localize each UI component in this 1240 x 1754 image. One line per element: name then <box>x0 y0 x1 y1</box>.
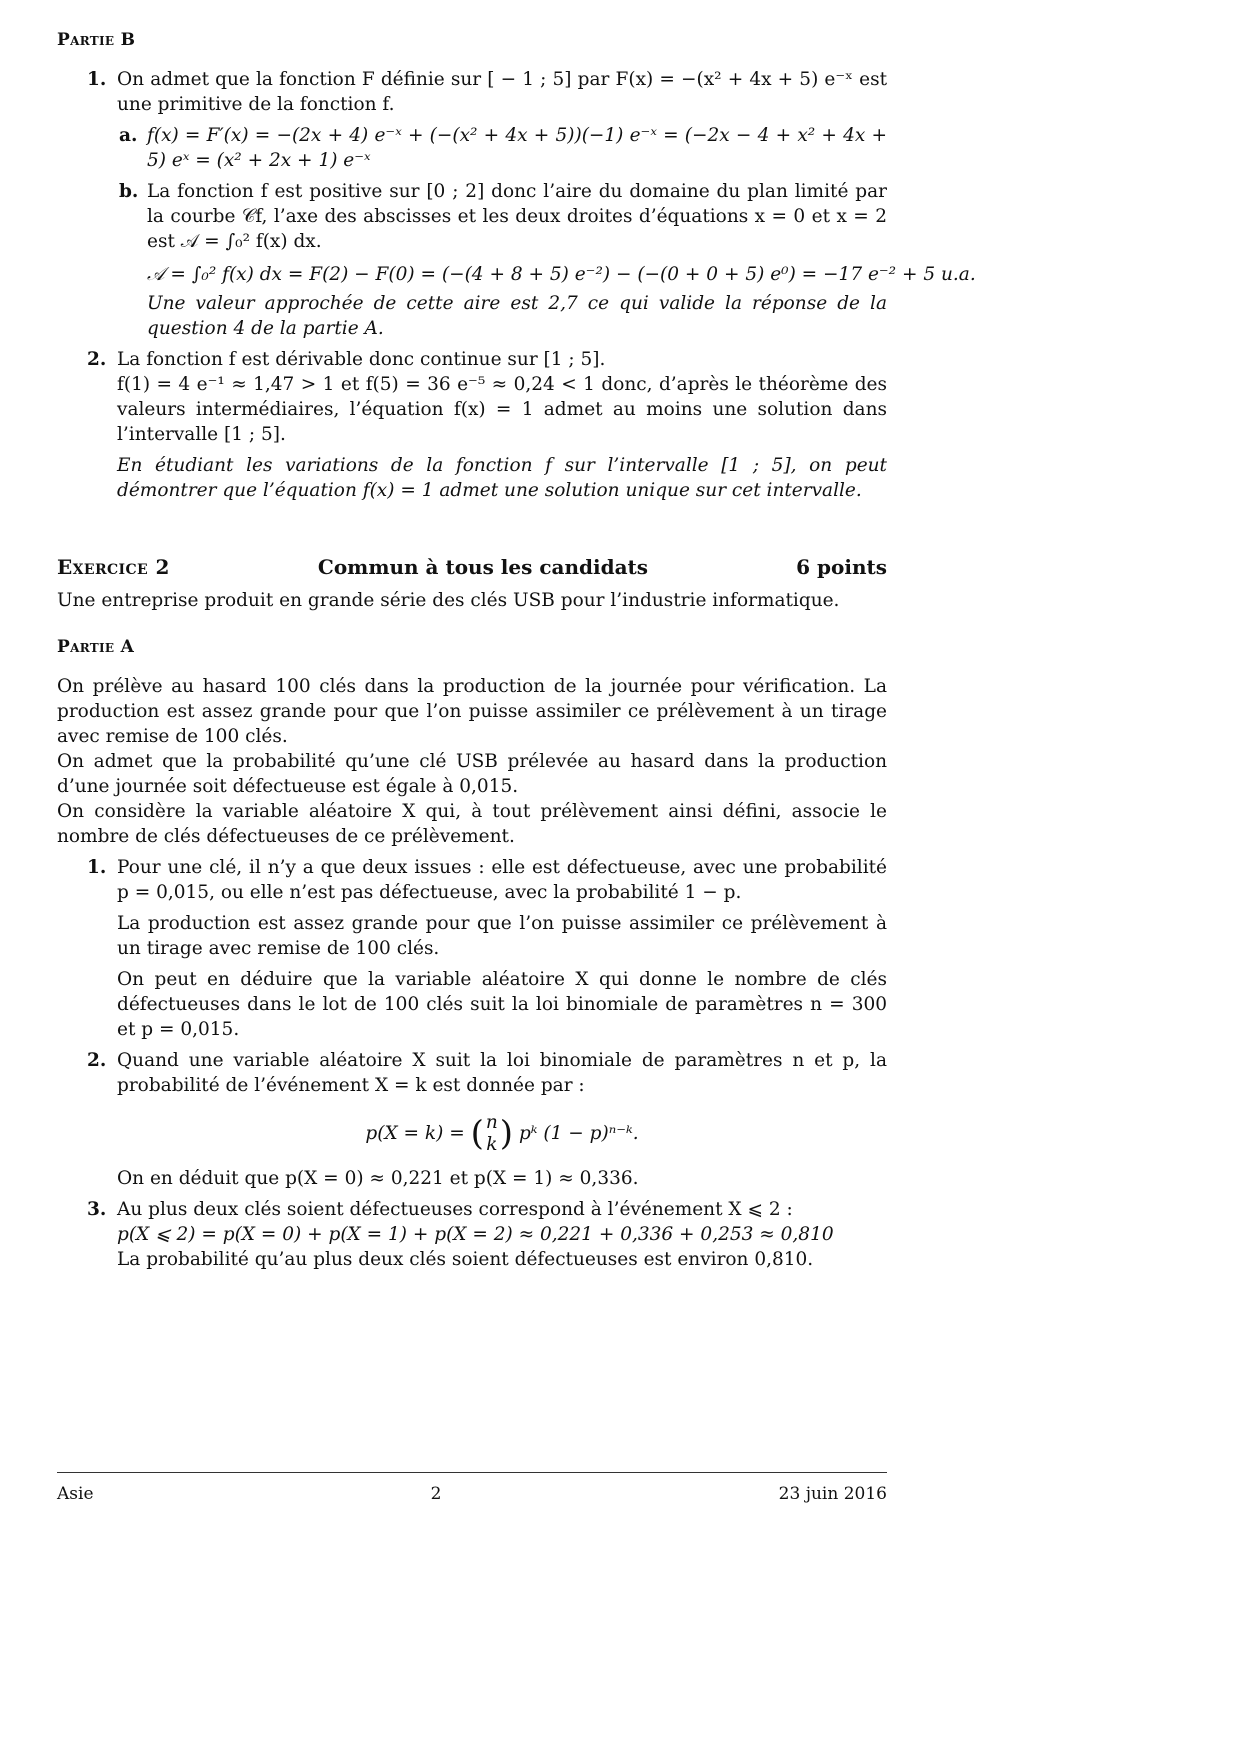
partie-a-question-2 <box>57 1048 887 1191</box>
exercise-title: Exercice 2 <box>57 555 170 579</box>
formula-left: p(X = k) = <box>365 1123 465 1144</box>
question-text: Quand une variable aléatoire X suit la loi binomiale de paramètres n et p, la probabilité de l’événement X = k est donnée par : <box>117 1050 887 1096</box>
conclusion: La probabilité qu’au plus deux clés soient défectueuses est environ 0,810. <box>117 1249 814 1270</box>
question-number: 3. <box>87 1199 107 1220</box>
paragraph-sampling: On prélève au hasard 100 clés dans la production de la journée pour vérification. La production est assez grande pour que l’on puisse assimiler ce prélèvement à un tirage avec remise de 100 clés. <box>57 676 887 747</box>
binom-top: n <box>485 1112 498 1133</box>
binomial-coefficient <box>486 1112 498 1156</box>
question-number: 2. <box>87 1050 107 1071</box>
paragraph-random-variable: On considère la variable aléatoire X qui, à tout prélèvement ainsi défini, associe le nombre de clés défectueuses de ce prélèvement. <box>57 801 887 847</box>
question-text: On admet que la fonction F définie sur [ − 1 ; 5] par F(x) = −(x² + 4x + 5) e⁻ˣ est une primitive de la fonction f. <box>117 69 887 115</box>
partie-a-heading: Partie A <box>57 637 135 657</box>
sub-question-letter: a. <box>119 125 138 146</box>
page-number: 2 <box>430 1484 442 1504</box>
footer-date: 23 juin 2016 <box>778 1484 887 1504</box>
exercise-2-header <box>57 555 887 580</box>
question-text: On peut en déduire que la variable aléatoire X qui donne le nombre de clés défectueuses dans le lot de 100 clés suit la loi binomiale de paramètres n = 300 et p = 0,015. <box>117 969 887 1040</box>
area-statement: La fonction f est positive sur [0 ; 2] donc l’aire du domaine du plan limité par la courbe 𝒞f, l’axe des abscisses et les deux droites d’équations x = 0 et x = 2 est 𝒜 = ∫₀² f(x) dx. <box>147 181 887 252</box>
formula-right: pᵏ (1 − p)ⁿ⁻ᵏ. <box>518 1123 639 1144</box>
exercise-intro: Une entreprise produit en grande série des clés USB pour l’industrie informatique. <box>57 590 840 611</box>
footer-location: Asie <box>57 1484 94 1504</box>
binomial-formula: p(X = k) = ( n k ) pᵏ (1 − p)ⁿ⁻ᵏ. <box>365 1112 639 1155</box>
uniqueness-note: En étudiant les variations de la fonction f sur l’intervalle [1 ; 5], on peut démontrer que l’équation f(x) = 1 admet une solution unique sur cet intervalle. <box>117 455 887 501</box>
partie-b-question-2 <box>57 347 887 503</box>
area-note: Une valeur approchée de cette aire est 2,7 ce qui valide la réponse de la question 4 de la partie A. <box>147 293 887 339</box>
continuity-statement: La fonction f est dérivable donc continue sur [1 ; 5]. <box>117 349 606 370</box>
footer-divider <box>57 1472 887 1473</box>
partie-b-question-1b <box>57 179 976 341</box>
exercise-points: 6 points <box>796 555 887 579</box>
question-text: Pour une clé, il n’y a que deux issues : elle est défectueuse, avec une probabilité p = 0,015, ou elle n’est pas défectueuse, avec la probabilité 1 − p. <box>117 857 887 903</box>
document-page <box>57 28 976 1276</box>
partie-a-question-1 <box>57 855 887 1042</box>
partie-b-question-1 <box>57 67 887 117</box>
partie-b-heading: Partie B <box>57 30 136 50</box>
ivt-statement: f(1) = 4 e⁻¹ ≈ 1,47 > 1 et f(5) = 36 e⁻⁵ ≈ 0,24 < 1 donc, d’après le théorème des valeurs intermédiaires, l’équation f(x) = 1 admet au moins une solution dans l’intervalle [1 ; 5]. <box>117 374 887 445</box>
paragraph-probability: On admet que la probabilité qu’une clé USB prélevée au hasard dans la production d’une journée soit défectueuse est égale à 0,015. <box>57 751 887 797</box>
question-number: 1. <box>87 69 107 90</box>
question-text: La production est assez grande pour que l’on puisse assimiler ce prélèvement à un tirage avec remise de 100 clés. <box>117 913 887 959</box>
probability-sum: p(X ⩽ 2) = p(X = 0) + p(X = 1) + p(X = 2) ≈ 0,221 + 0,336 + 0,253 ≈ 0,810 <box>117 1224 834 1245</box>
exercise-subtitle: Commun à tous les candidats <box>317 555 649 579</box>
area-formula: 𝒜 = ∫₀² f(x) dx = F(2) − F(0) = (−(4 + 8 + 5) e⁻²) − (−(0 + 0 + 5) e⁰) = −17 e⁻² + 5 u.a. <box>147 264 976 285</box>
question-number: 2. <box>87 349 107 370</box>
question-text: Au plus deux clés soient défectueuses correspond à l’événement X ⩽ 2 : <box>117 1199 793 1220</box>
partie-b-question-1a <box>57 123 887 173</box>
sub-question-letter: b. <box>119 181 139 202</box>
derivative-computation: f(x) = F′(x) = −(2x + 4) e⁻ˣ + (−(x² + 4x + 5))(−1) e⁻ˣ = (−2x − 4 + x² + 4x + 5) eˣ = (x² + 2x + 1) e⁻ˣ <box>147 125 887 171</box>
question-result: On en déduit que p(X = 0) ≈ 0,221 et p(X = 1) ≈ 0,336. <box>117 1168 639 1189</box>
binom-bottom: k <box>486 1134 498 1155</box>
page-footer <box>57 1482 887 1507</box>
question-number: 1. <box>87 857 107 878</box>
partie-a-question-3 <box>57 1197 887 1272</box>
